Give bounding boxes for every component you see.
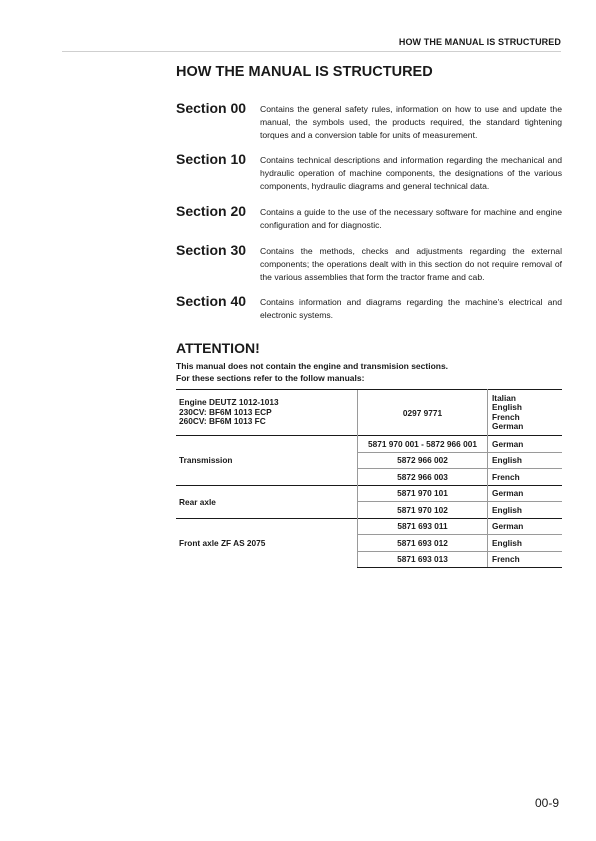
- language: French: [488, 551, 563, 568]
- manual-code: 5871 693 013: [358, 551, 488, 568]
- section-description: Contains the general safety rules, information on how to use and update the manual, the symbols used, the products required, the standard tightening torques and a conversion table for units of measurement.: [260, 104, 562, 140]
- language: English: [488, 535, 563, 552]
- attention-line-2: For these sections refer to the follow manuals:: [176, 372, 365, 383]
- table-row-engine: [176, 390, 562, 436]
- rear-axle-label: Rear axle: [176, 485, 358, 518]
- section-description: Contains the methods, checks and adjustments regarding the external components; the operations dealt with in this section do not require removal of the various assemblies that form the tractor frame and cab.: [260, 246, 562, 282]
- section-description: Contains a guide to the use of the necessary software for machine and engine configuration and for diagnostic.: [260, 207, 562, 230]
- attention-line-1: This manual does not contain the engine and transmision sections.: [176, 361, 449, 371]
- language: English: [488, 502, 563, 519]
- manual-code: 5871 970 001 - 5872 966 001: [358, 436, 488, 453]
- engine-line: Engine DEUTZ 1012-1013: [179, 397, 279, 408]
- front-axle-label: Front axle ZF AS 2075: [176, 518, 358, 568]
- manual-code: 5871 693 011: [358, 518, 488, 535]
- table-row: [176, 518, 562, 535]
- language: French: [488, 469, 563, 486]
- engine-line: 260CV: BF6M 1013 FC: [179, 416, 266, 427]
- section-label: Section 10: [176, 151, 247, 167]
- attention-note: [176, 361, 448, 384]
- running-header-title: HOW THE MANUAL IS STRUCTURED: [398, 37, 561, 47]
- engine-languages: [488, 390, 563, 436]
- attention-heading: ATTENTION!: [176, 340, 260, 356]
- manual-code: 5871 970 101: [358, 485, 488, 502]
- manual-code: 5872 966 003: [358, 469, 488, 486]
- table-row: [176, 436, 562, 453]
- engine-line: 230CV: BF6M 1013 ECP: [179, 406, 272, 417]
- page-number: 00-9: [534, 796, 559, 810]
- manual-code: 5872 966 002: [358, 452, 488, 469]
- table-row: [176, 485, 562, 502]
- language: German: [492, 421, 524, 431]
- transmission-label: Transmission: [176, 436, 358, 486]
- language: Italian: [492, 392, 516, 403]
- section-description: Contains technical descriptions and information regarding the mechanical and hydraulic operation of machine components, the designations of the various components, hydraulic diagrams and general technical data.: [260, 155, 562, 191]
- engine-label: [176, 390, 358, 436]
- section-label: Section 00: [176, 100, 247, 116]
- header-rule: [62, 51, 561, 52]
- manual-code: 5871 970 102: [358, 502, 488, 519]
- language: French: [492, 411, 520, 422]
- manual-code: 5871 693 012: [358, 535, 488, 552]
- manuals-reference-table: [176, 389, 562, 568]
- language: English: [492, 402, 522, 412]
- language: German: [488, 436, 563, 453]
- language: German: [488, 485, 563, 502]
- section-label: Section 20: [176, 203, 247, 219]
- language: English: [488, 452, 563, 469]
- section-label: Section 30: [176, 242, 247, 258]
- manual-code: 0297 9771: [358, 390, 488, 436]
- section-description: Contains information and diagrams regarding the machine's electrical and electronic systems.: [260, 297, 562, 320]
- section-label: Section 40: [176, 293, 247, 309]
- page-title: HOW THE MANUAL IS STRUCTURED: [176, 64, 433, 80]
- language: German: [488, 518, 563, 535]
